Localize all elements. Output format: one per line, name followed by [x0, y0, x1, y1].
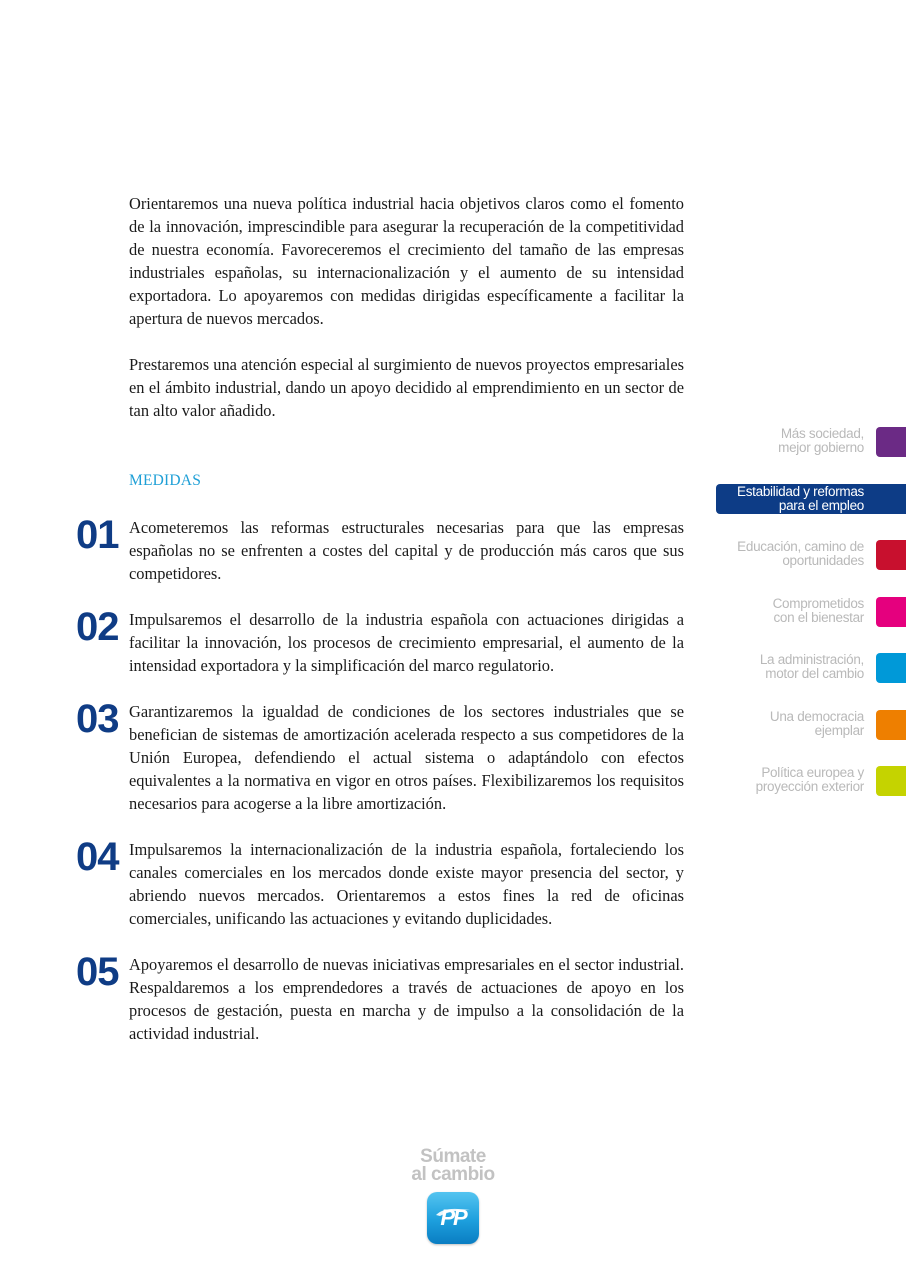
tab-politica-europea[interactable] — [666, 766, 906, 796]
measure-number: 03 — [76, 697, 119, 741]
intro-paragraph-2: Prestaremos una atención especial al surgimiento de nuevos proyectos empresariales en el ámbito industrial, dando un apoyo decidido al emprendimiento en un sector de tan alto valor añadido. — [129, 355, 684, 420]
tab-administracion[interactable] — [666, 653, 906, 683]
measure-item-03 — [76, 697, 684, 815]
intro-paragraph-1: Orientaremos una nueva política industrial hacia objetivos claros como el fomento de la innovación, imprescindible para asegurar la recuperación de la competitividad de nuestra economía. Favoreceremos el crecimiento del tamaño de las empresas industriales españolas, su internacionalización y el aumento de su intensidad exportadora. Lo apoyaremos con medidas dirigidas específicamente a facilitar la apertura de nuevos mercados. — [129, 194, 684, 328]
tab-label: Educación, camino de oportunidades — [737, 539, 864, 568]
slogan: Súmate al cambio — [411, 1146, 495, 1185]
tab-color-swatch — [876, 653, 906, 683]
medidas-heading: MEDIDAS — [129, 472, 202, 489]
pp-logo-text: PP — [440, 1205, 466, 1230]
tab-mas-sociedad[interactable] — [666, 427, 906, 457]
tab-label: Estabilidad y reformas para el empleo — [737, 484, 864, 513]
tab-label: Una democracia ejemplar — [769, 709, 864, 738]
measure-item-05 — [76, 950, 684, 1045]
tab-color-swatch — [876, 427, 906, 457]
section-tabs — [666, 0, 906, 1280]
measure-number: 05 — [76, 950, 119, 994]
measure-number: 01 — [76, 513, 119, 557]
tab-educacion[interactable] — [666, 540, 906, 570]
measure-text: Garantizaremos la igualdad de condiciones de los sectores industriales que se benefician de sistemas de amortización acelerada respecto a sus competidores de la Unión Europea, defendiendo el actual sistema o adaptándolo con efectos equivalentes a la normativa en vigor en otros países. Flexibilizaremos los requisitos necesarios para acogerse a la libre amortización. — [129, 702, 684, 813]
tab-democracia[interactable] — [666, 710, 906, 740]
measure-item-04 — [76, 835, 684, 930]
tab-comprometidos[interactable] — [666, 597, 906, 627]
main-content — [76, 192, 684, 1068]
measure-number: 02 — [76, 605, 119, 649]
measure-text: Impulsaremos la internacionalización de la industria española, fortaleciendo los canales comerciales en los mercados donde existe mayor presencia del sector, y abriendo nuevos mercados. Orientaremos a estos fines la red de oficinas comerciales, unificando las actuaciones y evitando duplicidades. — [129, 840, 684, 928]
measure-text: Acometeremos las reformas estructurales necesarias para que las empresas españolas no se enfrenten a costes del capital y de producción más caros que sus competidores. — [129, 518, 684, 583]
tab-color-swatch — [876, 710, 906, 740]
measure-number: 04 — [76, 835, 119, 879]
measure-text: Apoyaremos el desarrollo de nuevas iniciativas empresariales en el sector industrial. Respaldaremos a los emprendedores a través de actuaciones de apoyo en los procesos de gestación, puesta en marcha y de impulso a la consolidación de la actividad industrial. — [129, 955, 684, 1043]
tab-label: Más sociedad, mejor gobierno — [778, 426, 864, 455]
measure-text: Impulsaremos el desarrollo de la industria española con actuaciones dirigidas a facilitar la innovación, los procesos de crecimiento empresarial, el aumento de la intensidad exportadora y la simplificación del marco regulatorio. — [129, 610, 684, 675]
tab-color-swatch — [876, 766, 906, 796]
tab-estabilidad-reformas[interactable] — [716, 484, 906, 514]
tab-label: Política europea y proyección exterior — [755, 765, 864, 794]
tab-label: La administración, motor del cambio — [759, 652, 864, 681]
measure-item-02 — [76, 605, 684, 677]
tab-color-swatch — [876, 540, 906, 570]
measure-item-01 — [76, 513, 684, 585]
tab-label: Comprometidos con el bienestar — [772, 596, 864, 625]
pp-logo-icon — [427, 1192, 479, 1244]
tab-color-swatch — [876, 597, 906, 627]
footer-branding — [400, 1148, 506, 1244]
